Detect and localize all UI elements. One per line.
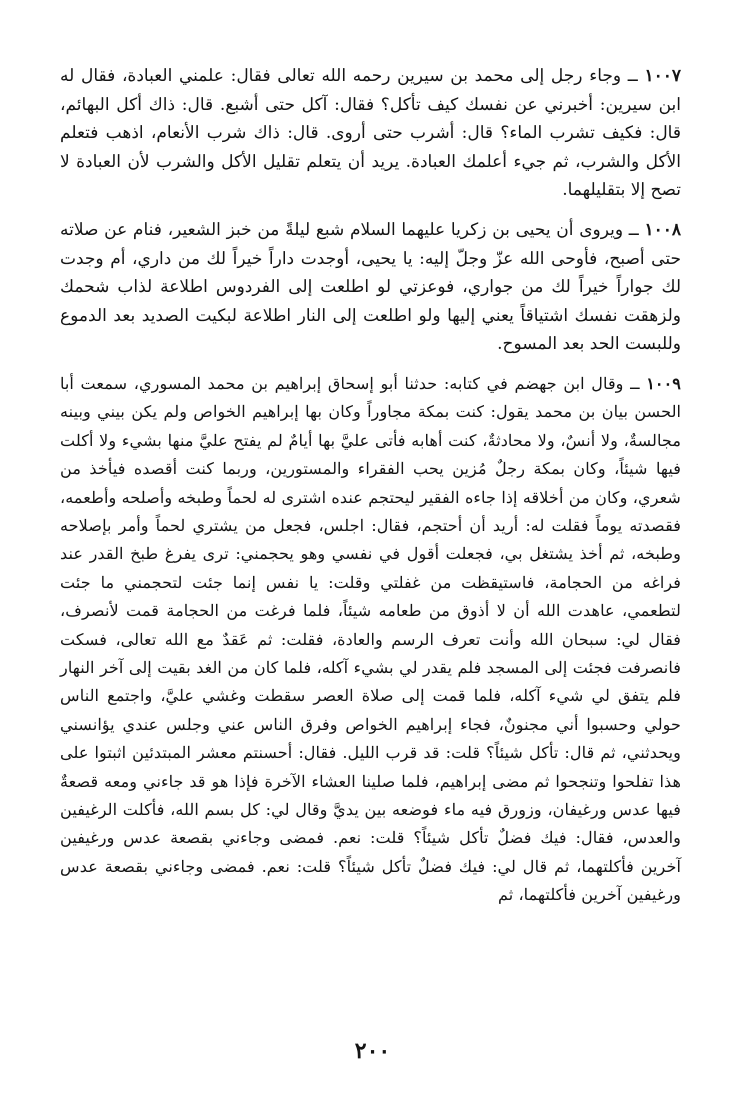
paragraph-1007: [60, 62, 681, 205]
paragraph-text: ويروى أن يحيى بن زكريا عليهما السلام شبع ليلةً من خبز الشعير، فنام عن صلاته حتى أصبح، فأوحى الله عزّ وجلّ إليه: يا يحيى، أوجدت داراً خيراً لك من داري، أم وجدت لك جواراً خيراً لك من جواري، فوعزتي لو اطلعت إلى الفردوس اطلاعة لذاب شحمك ولزهقت نفسك اشتياقاً يعني إليها ولو اطلعت إلى النار اطلاعة لبكيت الصديد بعد الدموع وللبست الحد بعد المسوح.: [60, 219, 681, 355]
paragraph-number: ١٠٠٨: [644, 219, 681, 240]
paragraph-text: وجاء رجل إلى محمد بن سيرين رحمه الله تعالى فقال: علمني العبادة، فقال له ابن سيرين: أخبرني عن نفسك كيف تأكل؟ فقال: آكل حتى أشبع. قال: ذاك أكل البهائم، قال: فكيف تشرب الماء؟ قال: أشرب حتى أروى. قال: ذاك شرب الأنعام، اذهب فتعلم الأكل والشرب، ثم جيء أعلمك العبادة. يريد أن يتعلم تقليل الأكل والشرب لأن العبادة لا تصح إلا بتقليلهما.: [60, 66, 681, 201]
paragraph-1009: [60, 370, 681, 910]
paragraph-number: ١٠٠٧: [644, 66, 681, 86]
paragraph-dash: ــ: [627, 66, 638, 86]
page-number: ٢٠٠: [354, 1038, 391, 1064]
paragraph-dash: ــ: [630, 373, 640, 393]
paragraph-text: وقال ابن جهضم في كتابه: حدثنا أبو إسحاق إبراهيم بن محمد المسوري، سمعت أبا الحسن بيان بن محمد يقول: كنت بمكة مجاوراً وكان بها إبراهيم الخواص ولم يكن بيني وبينه مجالسةٌ، ولا أنسٌ، ولا محادثةٌ، كنت أهابه فأتى عليَّ بها أيامٌ لم يفتح عليَّ منها بشيء ولا أكلت فيها شيئاً، وكان بمكة رجلٌ مُزين يحب الفقراء والمستورين، وربما كنت أقصده فيأخذ من شعري، وكان من أخلاقه إذا جاءه الفقير ليحتجم عنده اشترى له لحماً وطبخه وأصلحه وأطعمه، فقصدته يوماً فقلت له: أريد أن أحتجم، فقال: اجلس، فجعل من يشتري لحماً وأمر بإصلاحه وطبخه، ثم أخذ يشتغل بي، فجعلت أقول في نفسي وهو يحجمني: ترى يفرغ طبخ القدر عند فراغه من الحجامة، فاستيقظت من غفلتي وقلت: يا نفس إنما جئت لتحجمني ما جئت لتطعمي، عاهدت الله أن لا أذوق من طعامه شيئاً، فلما فرغت من الحجامة قمت لأنصرف، فقال لي: سبحان الله وأنت تعرف الرسم والعادة، فقلت: ثم عَقدٌ مع الله تعالى، فسكت فانصرفت فجئت إلى المسجد فلم يقدر لي بشيء آكله، فلما كان من الغد بقيت إلى آخر النهار فلم يتفق لي شيء آكله، فلما قمت إلى صلاة العصر سقطت وغشي عليَّ، واجتمع الناس حولي وحسبوا أني مجنونٌ، فجاء إبراهيم الخواص وفرق الناس عني وجلس عندي يؤانسني ويحدثني، ثم قال: تأكل شيئاً؟ قلت: قد قرب الليل. فقال: أحسنتم معشر المبتدئين اثبتوا على هذا تفلحوا وتنجحوا ثم مضى إبراهيم، فلما صلينا العشاء الآخرة فإذا هو قد جاءني ومعه قصعةٌ فيها عدس ورغيفان، وزورق فيه ماء فوضعه بين يديَّ وقال لي: كل بسم الله، فأكلت الرغيفين والعدس، فقال: فيك فضلٌ تأكل شيئاً؟ قلت: نعم. فمضى وجاءني بقصعة عدس ورغيفين آخرين فأكلتهما، ثم قال لي: فيك فضلٌ تأكل شيئاً؟ قلت: نعم. فمضى وجاءني بقصعة عدس ورغيفين آخرين فأكلتهما، ثم: [60, 373, 681, 905]
paragraph-dash: ــ: [628, 219, 639, 240]
paragraph-1008: [60, 216, 681, 359]
paragraph-number: ١٠٠٩: [646, 373, 681, 393]
